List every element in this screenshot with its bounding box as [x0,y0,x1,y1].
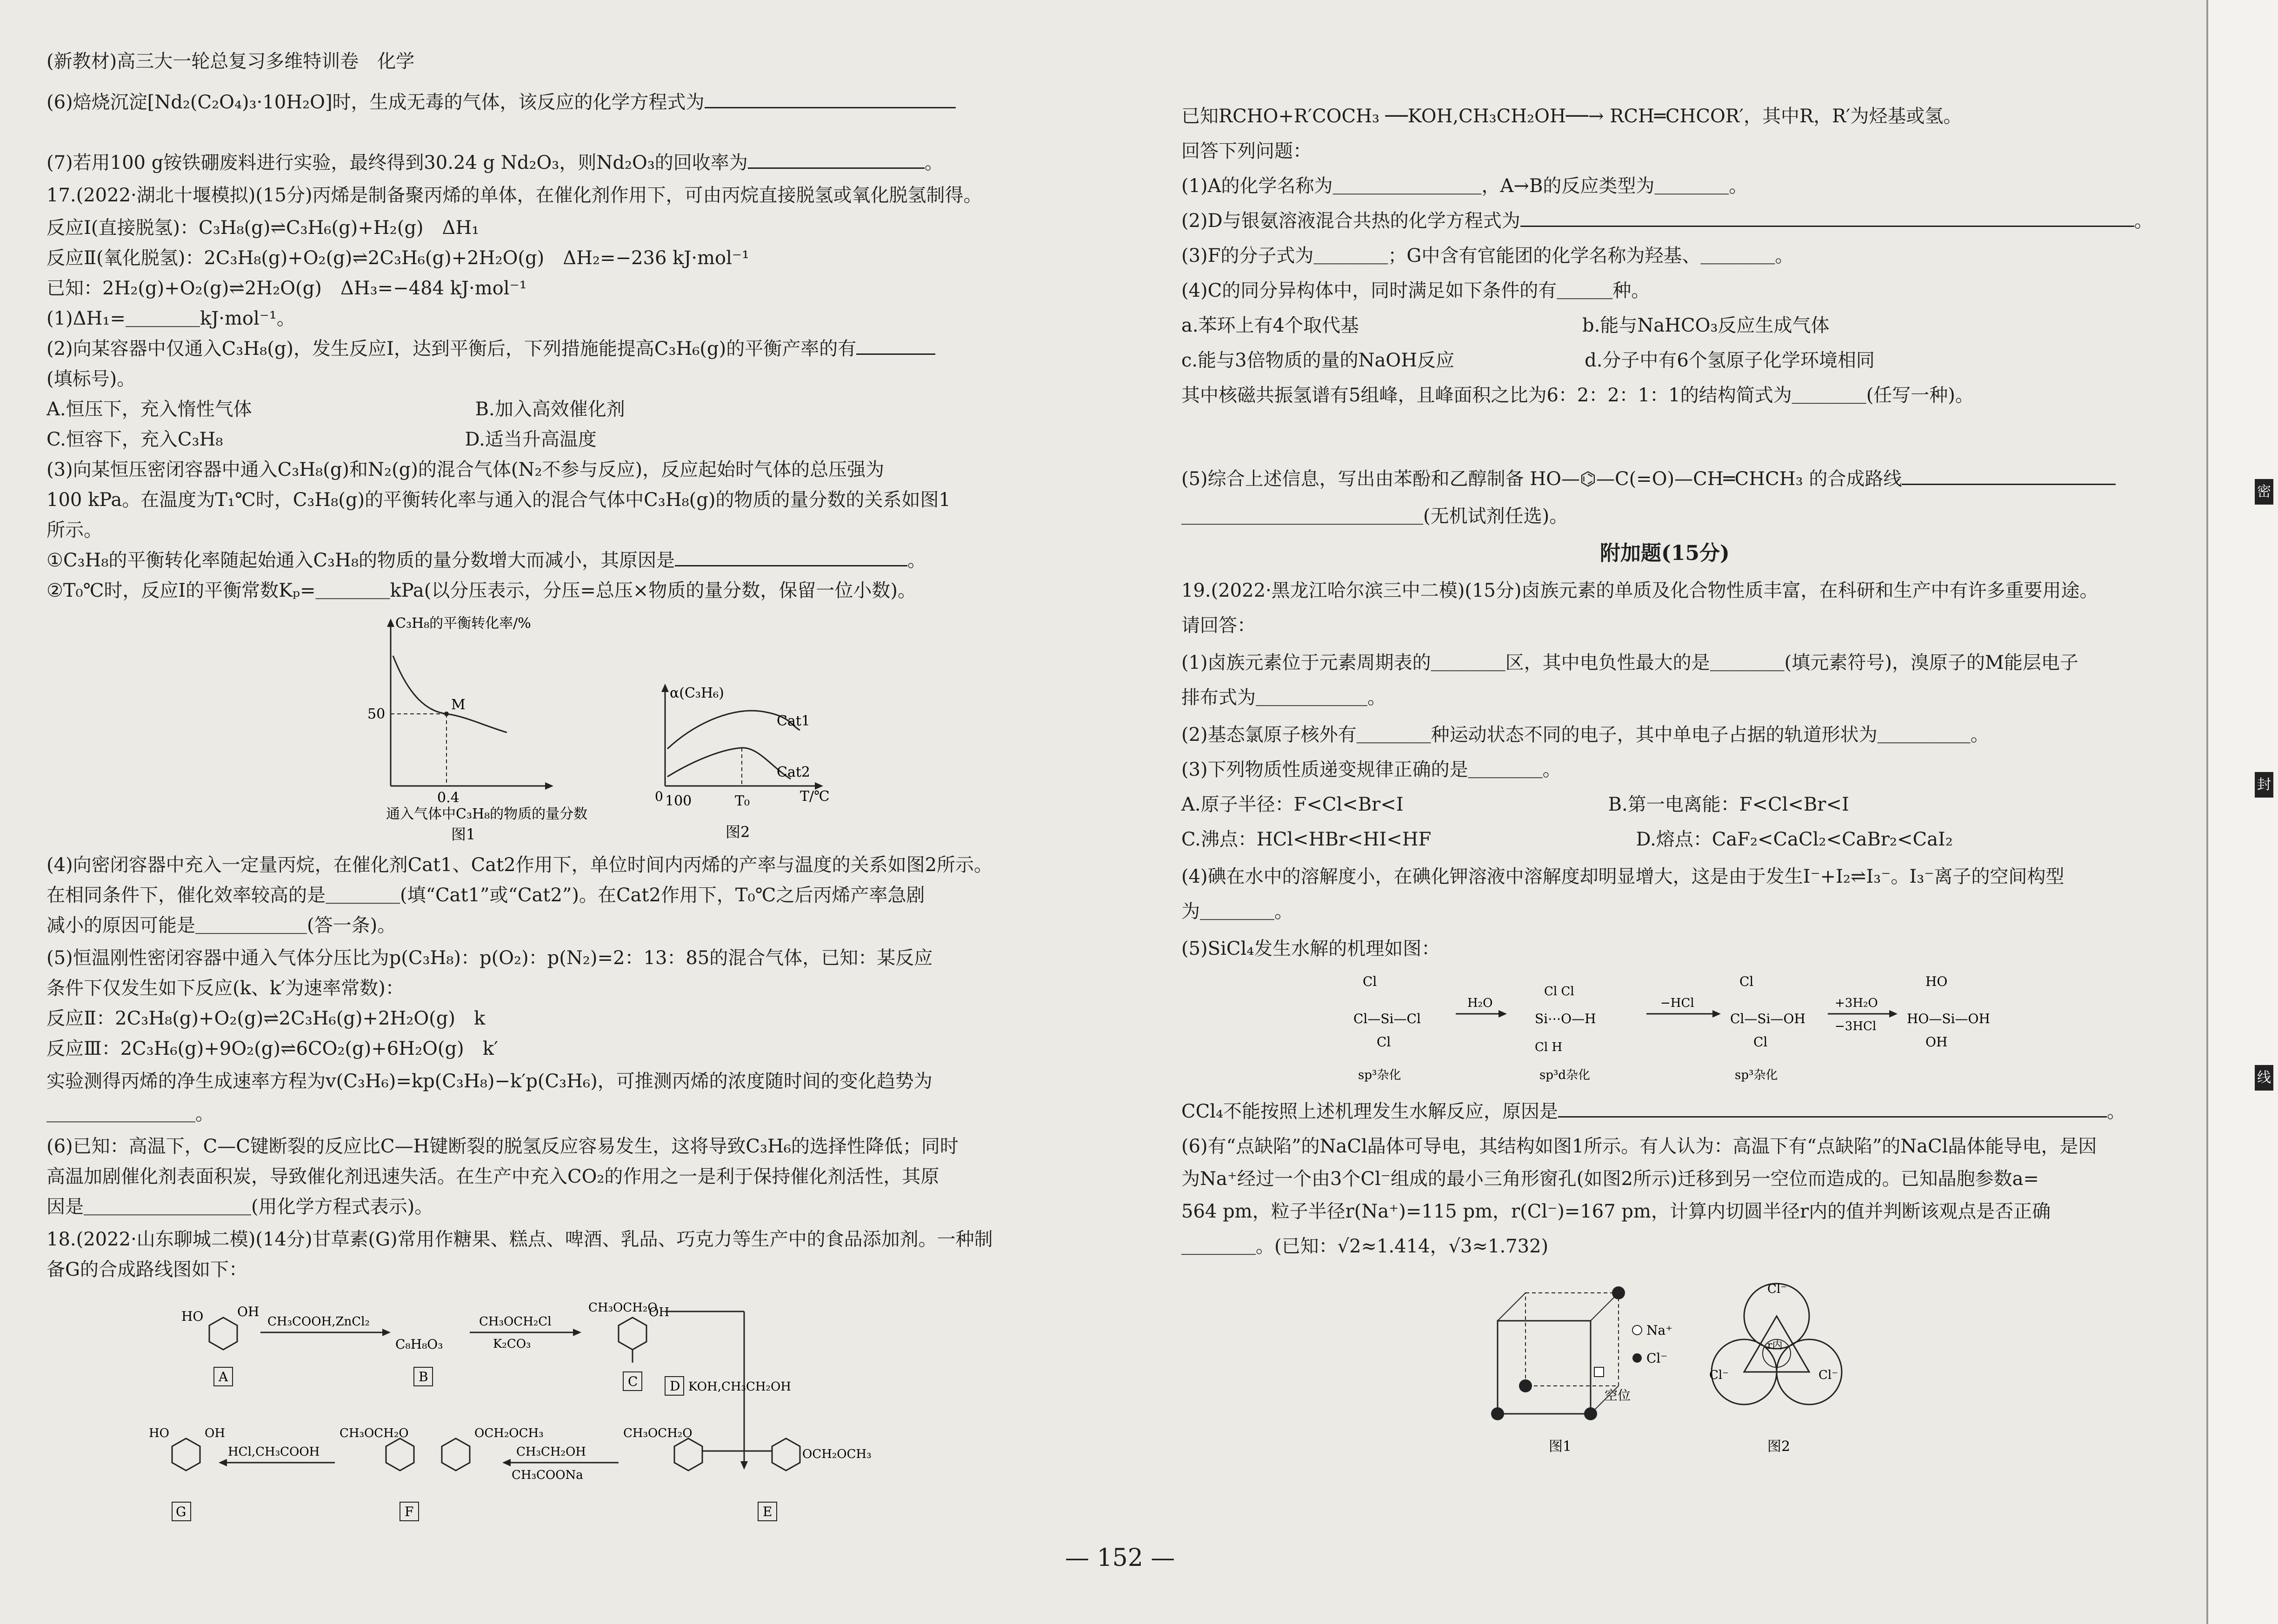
q18-4-ab: a.苯环上有4个取代基 b.能与NaHCO₃反应生成气体 [1181,315,1830,336]
q17-5c: 实验测得丙烯的净生成速率方程为v(C₃H₆)=kp(C₃H₈)−k′p(C₃H₆)，可推测丙烯的浓度随时间的变化趋势为 [47,1071,933,1092]
q19-6a: (6)有“点缺陷”的NaCl晶体可导电，其结构如图1所示。有人认为：高温下有“点缺陷”的NaCl晶体能导电，是因 [1181,1136,2097,1157]
svg-text:Cl—Si—Cl: Cl—Si—Cl [1353,1011,1421,1026]
svg-text:HO: HO [149,1426,169,1440]
q19-1: (1)卤族元素位于元素周期表的＿＿＿＿区，其中电负性最大的是＿＿＿＿(填元素符号)，溴原子的M能层电子 [1181,652,2078,673]
fig2-tick-100: 100 [665,793,692,809]
sp3-label-2: sp³杂化 [1735,1068,1778,1082]
svg-text:OH: OH [1925,1034,1948,1050]
sp3-label-1: sp³杂化 [1358,1068,1401,1082]
label-a: A [219,1369,228,1384]
fig1-point-m: M [451,697,466,713]
mech-minus-3hcl: −3HCl [1835,1019,1877,1033]
svg-text:Cl—Si—OH: Cl—Si—OH [1730,1011,1805,1026]
q19-3-ab: A.原子半径：F<Cl<Br<I B.第一电离能：F<Cl<Br<I [1181,794,1849,815]
fig2-origin: 0 [655,789,663,804]
q18-4-cd: c.能与3倍物质的量的NaOH反应 d.分子中有6个氢原子化学环境相同 [1181,350,1875,371]
b-formula: C₈H₈O₃ [395,1337,443,1352]
q19-5b: CCl₄不能按照上述机理发生水解反应，原因是 。 [1181,1098,2125,1125]
vacancy-label: 空位 [1605,1388,1631,1403]
q17-opt-ab: A.恒压下，充入惰性气体 B.加入高效催化剂 [47,399,625,420]
reagent-4a: CH₃CH₂OH [516,1445,586,1459]
q17-5b: 条件下仅发生如下反应(k、k′为速率常数)： [47,978,404,999]
cl-left: Cl⁻ [1709,1368,1729,1382]
fig1-tick-x: 0.4 [437,790,460,806]
q17-1: (1)ΔH₁=＿＿＿＿kJ·mol⁻¹。 [47,308,295,329]
q17-3-i: ①C₃H₈的平衡转化率随起始通入C₃H₈的物质的量分数增大而减小，其原因是 。 [47,546,926,574]
f-mom: CH₃OCH₂O [340,1426,409,1440]
e-mom: CH₃OCH₂O [623,1426,693,1440]
svg-text:Cl: Cl [1363,974,1377,989]
q17-3c: 所示。 [47,519,102,541]
nacl-crystal-figures [1470,1274,1888,1470]
q19-2: (2)基态氯原子核外有＿＿＿＿种运动状态不同的电子，其中单电子占据的轨道形状为＿＿＿＿＿。 [1181,724,1989,745]
svg-text:Cl H: Cl H [1535,1040,1563,1054]
cl-right: Cl⁻ [1818,1368,1838,1382]
q16-7: (7)若用100 g铵铁硼废料进行实验，最终得到30.24 g Nd₂O₃，则Nd₂O₃的回收率为 。 [47,149,943,177]
fig2-series-cat1: Cat1 [777,713,810,729]
reagent-1: CH₃COOH,ZnCl₂ [267,1315,370,1329]
q17-4c: 减小的原因可能是＿＿＿＿＿＿(答一条)。 [47,915,396,936]
fig1-ylabel: C₃H₈的平衡转化率/% [395,615,531,632]
svg-text:Cl Cl: Cl Cl [1544,985,1574,998]
q19-5: (5)SiCl₄发生水解的机理如图： [1181,938,1440,959]
mech-plus-3h2o: +3H₂O [1835,996,1878,1010]
svg-text:Si⋯O—H: Si⋯O—H [1535,1011,1596,1026]
svg-text:Cl: Cl [1377,1034,1391,1050]
q17-6a: (6)已知：高温下，C—C键断裂的反应比C—H键断裂的脱氢反应容易发生，这将导致C₃H₆的选择性降低；同时 [47,1136,959,1157]
page-header: (新教材)高三大一轮总复习多维特训卷 化学 [47,51,415,72]
bonus-heading: 附加题(15分) [1600,541,1730,565]
svg-text:Cl: Cl [1739,974,1754,989]
q18-stem2: 备G的合成路线图如下： [47,1259,247,1280]
binding-strip [2206,0,2278,1624]
crystal-fig1-caption: 图1 [1549,1438,1572,1455]
q19-stem: 19.(2022·黑龙江哈尔滨三中二模)(15分)卤族元素的单质及化合物性质丰富，在科研和生产中有许多重要用途。 [1181,580,2098,601]
side-mark-3: 线 [2255,1065,2273,1091]
q19-6c: 564 pm，粒子半径r(Na⁺)=115 pm，r(Cl⁻)=167 pm，计算内切圆半径r内的值并判断该观点是否正确 [1181,1201,2051,1222]
svg-text:HO: HO [181,1309,204,1324]
svg-text:OH: OH [237,1304,260,1319]
r-in-label: r内 [1767,1340,1783,1351]
figure-1-conversion-chart [353,614,614,846]
c-mom: CH₃OCH₂O [588,1301,658,1315]
legend-cl: Cl⁻ [1646,1351,1668,1366]
q19-prompt: 请回答： [1181,615,1256,636]
svg-text:HO: HO [1925,974,1948,989]
label-e: E [763,1504,773,1519]
svg-text:OH: OH [205,1426,225,1440]
figure-2-yield-chart [642,679,856,846]
side-mark-1: 密 [2255,479,2273,505]
q17-known: 已知：2H₂(g)+O₂(g)⇌2H₂O(g) ΔH₃=−484 kJ·mol⁻¹ [47,278,527,299]
svg-text:HO—Si—OH: HO—Si—OH [1907,1011,1990,1026]
q18-prompt: 回答下列问题： [1181,140,1312,162]
fig2-series-cat2: Cat2 [777,764,810,780]
q17-6c: 因是＿＿＿＿＿＿＿＿＿(用化学方程式表示)。 [47,1196,433,1218]
q18-3: (3)F的分子式为＿＿＿＿；G中含有官能团的化学名称为羟基、＿＿＿＿。 [1181,245,1794,266]
mech-h2o: H₂O [1467,996,1493,1010]
reagent-2a: CH₃OCH₂Cl [479,1315,552,1329]
q17-5a: (5)恒温刚性密闭容器中通入气体分压比为p(C₃H₈)：p(O₂)：p(N₂)=2：13：85的混合气体，已知：某反应 [47,947,933,969]
q18-5b: ＿＿＿＿＿＿＿＿＿＿＿＿＿(无机试剂任选)。 [1181,506,1568,527]
q18-1: (1)A的化学名称为＿＿＿＿＿＿＿＿，A→B的反应类型为＿＿＿＿。 [1181,175,1748,197]
q16-6: (6)焙烧沉淀[Nd₂(C₂O₄)₃·10H₂O]时，生成无毒的气体，该反应的化学方程式为 [47,88,956,116]
q19-1b: 排布式为＿＿＿＿＿＿。 [1181,687,1386,708]
fig2-ylabel: α(C₃H₆) [670,685,724,701]
q19-3: (3)下列物质性质递变规律正确的是＿＿＿＿。 [1181,759,1561,780]
page-number: — 152 — [1065,1544,1175,1572]
q17-rxn1: 反应Ⅰ(直接脱氢)：C₃H₈(g)⇌C₃H₆(g)+H₂(g) ΔH₁ [47,217,480,239]
label-g: G [176,1504,187,1519]
side-mark-2: 封 [2255,772,2273,798]
mech-minus-hcl: −HCl [1660,996,1694,1010]
compound-a-ring [209,1318,237,1350]
f-mom2: OCH₂OCH₃ [474,1426,544,1440]
q18-stem: 18.(2022·山东聊城二模)(14分)甘草素(G)常用作糖果、糕点、啤酒、乳品、巧克力等生产中的食品添加剂。一种制 [47,1229,993,1250]
legend-na: Na⁺ [1646,1323,1672,1338]
synthesis-route [149,1298,1093,1539]
label-f: F [405,1504,414,1519]
q18-2: (2)D与银氨溶液混合共热的化学方程式为 。 [1181,207,2153,235]
q17-stem: 17.(2022·湖北十堰模拟)(15分)丙烯是制备聚丙烯的单体，在催化剂作用下，可由丙烷直接脱氢或氧化脱氢制得。 [47,185,982,206]
label-c: C [628,1374,638,1389]
q18-4-nmr: 其中核磁共振氢谱有5组峰，且峰面积之比为6：2：2：1：1的结构简式为＿＿＿＿(任写一种)。 [1181,385,1974,406]
q19-6d: ＿＿＿＿。(已知：√2≈1.414，√3≈1.732) [1181,1236,1549,1257]
q17-5d: ＿＿＿＿＿＿＿＿。 [47,1103,214,1125]
sp3d-label: sp³d杂化 [1539,1068,1591,1082]
label-b: B [419,1369,428,1384]
cl-top: Cl⁻ [1767,1282,1787,1296]
fig2-xlabel: T/℃ [800,788,830,805]
q18-known: 已知RCHO+R′COCH₃ ──KOH,CH₃CH₂OH──→ RCH═CHCOR′，其中R，R′为烃基或氢。 [1181,106,1962,127]
q17-3a: (3)向某恒压密闭容器中通入C₃H₈(g)和N₂(g)的混合气体(N₂不参与反应)，反应起始时气体的总压强为 [47,459,885,480]
q17-5-rxn3: 反应Ⅲ：2C₃H₆(g)+9O₂(g)⇌6CO₂(g)+6H₂O(g) k′ [47,1038,499,1059]
fig1-caption: 图1 [451,825,476,843]
q17-3-ii: ②T₀℃时，反应Ⅰ的平衡常数Kₚ=＿＿＿＿kPa(以分压表示，分压=总压×物质的量分数，保留一位小数)。 [47,580,916,601]
reagent-3: KOH,CH₃CH₂OH [688,1380,791,1394]
q17-5-rxn2: 反应Ⅱ：2C₃H₈(g)+O₂(g)⇌2C₃H₆(g)+2H₂O(g) k [47,1008,486,1029]
q19-3-cd: C.沸点：HCl<HBr<HI<HF D.熔点：CaF₂<CaCl₂<CaBr₂<CaI₂ [1181,829,1953,850]
fig1-xlabel: 通入气体中C₃H₈的物质的量分数 [386,806,588,822]
crystal-fig2-caption: 图2 [1767,1438,1791,1455]
svg-text:OH: OH [649,1305,669,1319]
q17-2: (2)向某容器中仅通入C₃H₈(g)，发生反应Ⅰ，达到平衡后，下列措施能提高C₃H₆(g)的平衡产率的有 [47,335,935,363]
reagent-5: HCl,CH₃COOH [228,1445,320,1459]
sicl4-hydrolysis-mechanism [1349,967,2023,1093]
q17-opt-cd: C.恒容下，充入C₃H₈ D.适当升高温度 [47,429,597,450]
q17-6b: 高温加剧催化剂表面积炭，导致催化剂迅速失活。在生产中充入CO₂的作用之一是利于保持催化剂活性，其原 [47,1166,939,1187]
q17-4b: 在相同条件下，催化效率较高的是＿＿＿＿(填“Cat1”或“Cat2”)。在Cat2作用下，T₀℃之后丙烯产率急剧 [47,885,925,906]
q19-4: (4)碘在水中的溶解度小，在碘化钾溶液中溶解度却明显增大，这是由于发生I⁻+I₂⇌I₃⁻。I₃⁻离子的空间构型 [1181,866,2065,887]
q17-3b: 100 kPa。在温度为T₁℃时，C₃H₈(g)的平衡转化率与通入的混合气体中C₃H₈(g)的物质的量分数的关系如图1 [47,489,951,511]
fig2-tick-t0: T₀ [735,793,750,809]
reagent-4b: CH₃COONa [512,1468,583,1482]
q18-4: (4)C的同分异构体中，同时满足如下条件的有＿＿＿种。 [1181,280,1650,301]
label-d: D [670,1378,680,1394]
q19-6b: 为Na⁺经过一个由3个Cl⁻组成的最小三角形窗孔(如图2所示)迁移到另一空位而造成的。已知晶胞参数a= [1181,1168,2039,1190]
svg-text:Cl: Cl [1753,1034,1768,1050]
fig2-caption: 图2 [726,823,750,841]
e-mom2: OCH₂OCH₃ [802,1447,872,1461]
q17-2b: (填标号)。 [47,368,136,390]
q18-5: (5)综合上述信息，写出由苯酚和乙醇制备 HO—⌬—C(=O)—CH═CHCH₃ 的合成路线 [1181,465,2116,493]
q17-4a: (4)向密闭容器中充入一定量丙烷，在催化剂Cat1、Cat2作用下，单位时间内丙烯的产率与温度的关系如图2所示。 [47,854,993,876]
fig1-tick-y: 50 [367,706,386,722]
reagent-2b: K₂CO₃ [493,1337,531,1351]
q17-rxn2: 反应Ⅱ(氧化脱氢)：2C₃H₈(g)+O₂(g)⇌2C₃H₆(g)+2H₂O(g) ΔH₂=−236 kJ·mol⁻¹ [47,247,750,269]
q19-4b: 为＿＿＿＿。 [1181,901,1293,922]
